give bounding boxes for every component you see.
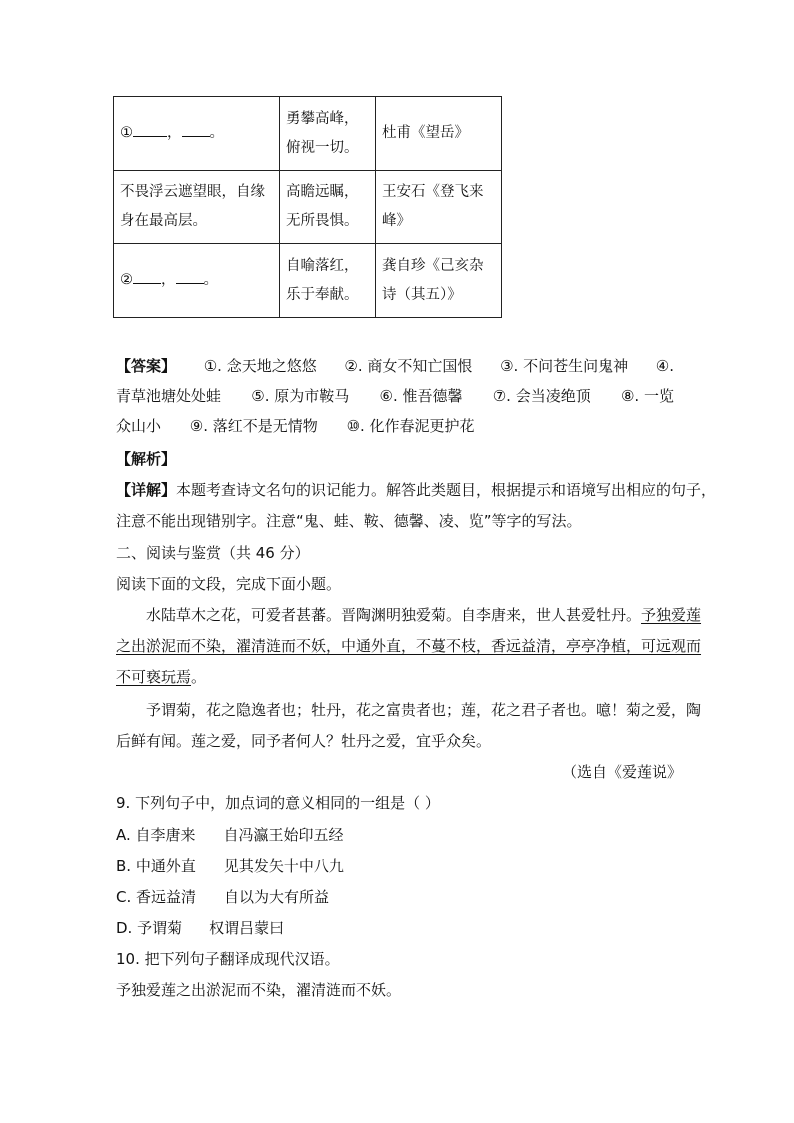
question-10-stem: 10. 把下列句子翻译成现代汉语。 [116, 950, 340, 968]
answer-line-2: 青草池塘处处蛙 ⑤. 原为市鞍马 ⑥. 惟吾德馨 ⑦. 会当凌绝顶 ⑧. 一览 [116, 387, 674, 405]
source-cell: 杜甫《望岳》 [376, 97, 502, 171]
verse-cell: ① ， 。 [114, 97, 280, 171]
passage-p1-line2: 之出淤泥而不染，濯清涟而不妖，中通外直，不蔓不枝，香远益清，亭亭净植，可远观而 [116, 637, 702, 655]
passage-p1-line1: 水陆草木之花，可爱者甚蕃。晋陶渊明独爱菊。自李唐来，世人甚爱牡丹。予独爱莲 [146, 606, 702, 624]
answer-blank [133, 269, 161, 284]
question-9-option-d: D. 予谓菊 权谓吕蒙曰 [116, 919, 285, 937]
question-9-option-b: B. 中通外直 见其发矢十中八九 [116, 857, 344, 875]
passage-p2-line2: 后鲜有闻。莲之爱，同予者何人？牡丹之爱，宜乎众矣。 [116, 732, 492, 750]
passage-p1-line3: 不可亵玩焉。 [116, 668, 207, 686]
answer-blank [176, 269, 204, 284]
meaning-cell: 高瞻远瞩， 无所畏惧。 [280, 171, 376, 244]
detail-line-1: 【详解】本题考查诗文名句的识记能力。解答此类题目，根据提示和语境写出相应的句子， [116, 481, 717, 499]
analysis-label: 【解析】 [116, 450, 177, 468]
question-9-option-a: A. 自李唐来 自冯瀛王始印五经 [116, 826, 344, 844]
answer-blank [182, 122, 210, 137]
passage-source: （选自《爱莲说》 [562, 763, 683, 781]
question-9-stem: 9. 下列句子中，加点词的意义相同的一组是（ ） [116, 794, 440, 812]
section-heading: 二、阅读与鉴赏（共 46 分） [116, 544, 310, 562]
section-instruction: 阅读下面的文段，完成下面小题。 [116, 575, 342, 593]
question-10-sentence: 予独爱莲之出淤泥而不染，濯清涟而不妖。 [116, 981, 402, 999]
poem-table [113, 96, 502, 318]
source-cell: 龚自珍《己亥杂 诗（其五）》 [376, 244, 502, 318]
answer-line-1: 【答案】 ①. 念天地之悠悠 ②. 商女不知亡国恨 ③. 不问苍生问鬼神 ④. [116, 357, 674, 375]
source-cell: 王安石《登飞来 峰》 [376, 171, 502, 244]
verse-cell: 不畏浮云遮望眼，自缘 身在最高层。 [114, 171, 280, 244]
detail-line-2: 注意不能出现错别字。注意“鬼、蛙、鞍、德馨、凌、览”等字的写法。 [116, 512, 582, 530]
table-row [114, 171, 502, 244]
answer-line-3: 众山小 ⑨. 落红不是无情物 ⑩. 化作春泥更护花 [116, 417, 475, 435]
table-row [114, 97, 502, 171]
verse-cell: ② ， 。 [114, 244, 280, 318]
meaning-cell: 自喻落红， 乐于奉献。 [280, 244, 376, 318]
answer-label: 【答案】 [116, 357, 177, 375]
meaning-cell: 勇攀高峰， 俯视一切。 [280, 97, 376, 171]
table-row [114, 244, 502, 318]
question-9-option-c: C. 香远益清 自以为大有所益 [116, 888, 330, 906]
passage-p2-line1: 予谓菊，花之隐逸者也；牡丹，花之富贵者也；莲，花之君子者也。噫！菊之爱，陶 [146, 701, 702, 719]
answer-blank [133, 122, 167, 137]
